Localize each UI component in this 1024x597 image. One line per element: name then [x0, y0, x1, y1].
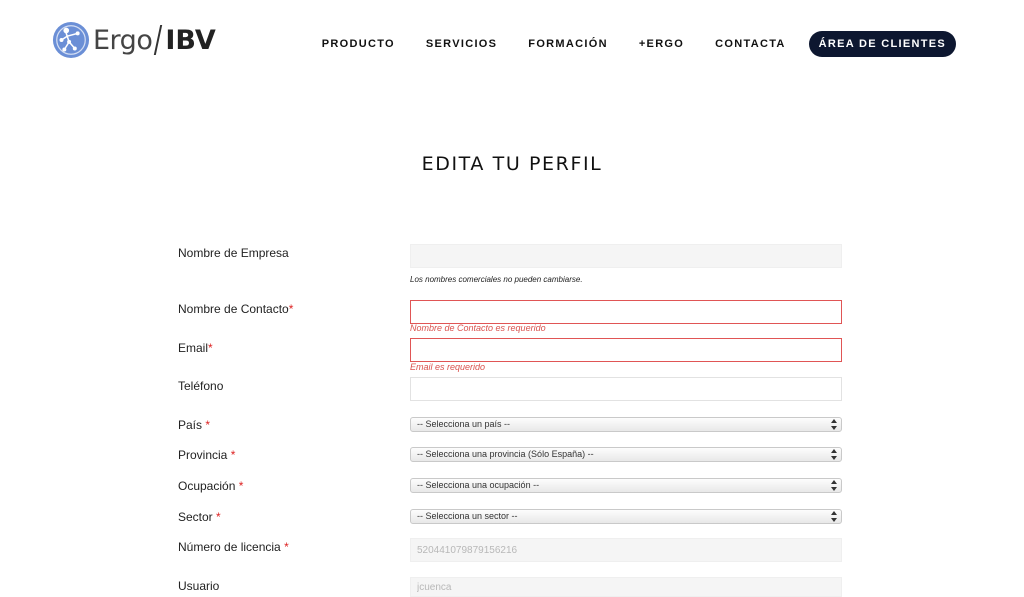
company-hint: Los nombres comerciales no pueden cambiarse. — [410, 275, 583, 284]
logo-ergo: Ergo — [93, 24, 153, 56]
license-label — [178, 540, 289, 554]
occupation-label-text: Ocupación — [178, 479, 236, 493]
sector-select-value: -- Selecciona un sector -- — [417, 511, 518, 521]
logo-ibv: IBV — [165, 24, 216, 56]
client-area-button[interactable]: ÁREA DE CLIENTES — [809, 31, 956, 57]
occupation-label — [178, 479, 243, 493]
occupation-select-value: -- Selecciona una ocupación -- — [417, 480, 540, 490]
required-mark: * — [216, 510, 221, 524]
country-select[interactable] — [410, 417, 842, 432]
company-label-text: Nombre de Empresa — [178, 246, 289, 260]
sector-label — [178, 510, 221, 524]
company-field[interactable] — [410, 244, 842, 268]
nav-mas-ergo[interactable]: +ERGO — [638, 37, 685, 50]
select-arrows-icon — [831, 419, 837, 430]
nav-formacion[interactable]: FORMACIÓN — [528, 37, 608, 50]
email-label — [178, 341, 213, 355]
phone-label — [178, 379, 223, 393]
contact-label — [178, 302, 293, 316]
country-label-text: País — [178, 418, 203, 432]
phone-field[interactable] — [410, 377, 842, 401]
nav-contacta[interactable]: CONTACTA — [715, 37, 786, 50]
select-arrows-icon — [831, 480, 837, 491]
country-select-value: -- Selecciona un país -- — [417, 419, 511, 429]
occupation-select[interactable] — [410, 478, 842, 493]
user-label-text: Usuario — [178, 579, 220, 593]
required-mark: * — [208, 341, 213, 355]
province-label — [178, 448, 235, 462]
sector-select[interactable] — [410, 509, 842, 524]
email-field[interactable] — [410, 338, 842, 362]
nav-producto[interactable]: PRODUCTO — [321, 37, 395, 50]
contact-label-text: Nombre de Contacto — [178, 302, 289, 316]
required-mark: * — [288, 302, 294, 316]
country-label — [178, 418, 210, 432]
required-mark: * — [230, 448, 236, 462]
email-label-text: Email — [178, 341, 209, 355]
license-label-text: Número de licencia — [178, 540, 281, 554]
contact-error: Nombre de Contacto es requerido — [410, 323, 546, 333]
province-select-value: -- Selecciona una provincia (Sólo España) -- — [417, 449, 594, 459]
province-label-text: Provincia — [178, 448, 228, 462]
user-label — [178, 579, 219, 593]
required-mark: * — [284, 540, 289, 554]
select-arrows-icon — [831, 449, 837, 460]
email-error: Email es requerido — [410, 362, 486, 372]
page-title: EDITA TU PERFIL — [421, 153, 603, 175]
phone-label-text: Teléfono — [178, 379, 224, 393]
province-select[interactable] — [410, 447, 842, 462]
nav-servicios[interactable]: SERVICIOS — [425, 37, 498, 50]
company-label — [178, 246, 289, 260]
contact-name-field[interactable] — [410, 300, 842, 324]
sector-label-text: Sector — [178, 510, 213, 524]
username-field[interactable] — [410, 577, 842, 597]
license-field[interactable] — [410, 538, 842, 562]
required-mark: * — [238, 479, 244, 493]
required-mark: * — [205, 418, 211, 432]
select-arrows-icon — [831, 511, 837, 522]
